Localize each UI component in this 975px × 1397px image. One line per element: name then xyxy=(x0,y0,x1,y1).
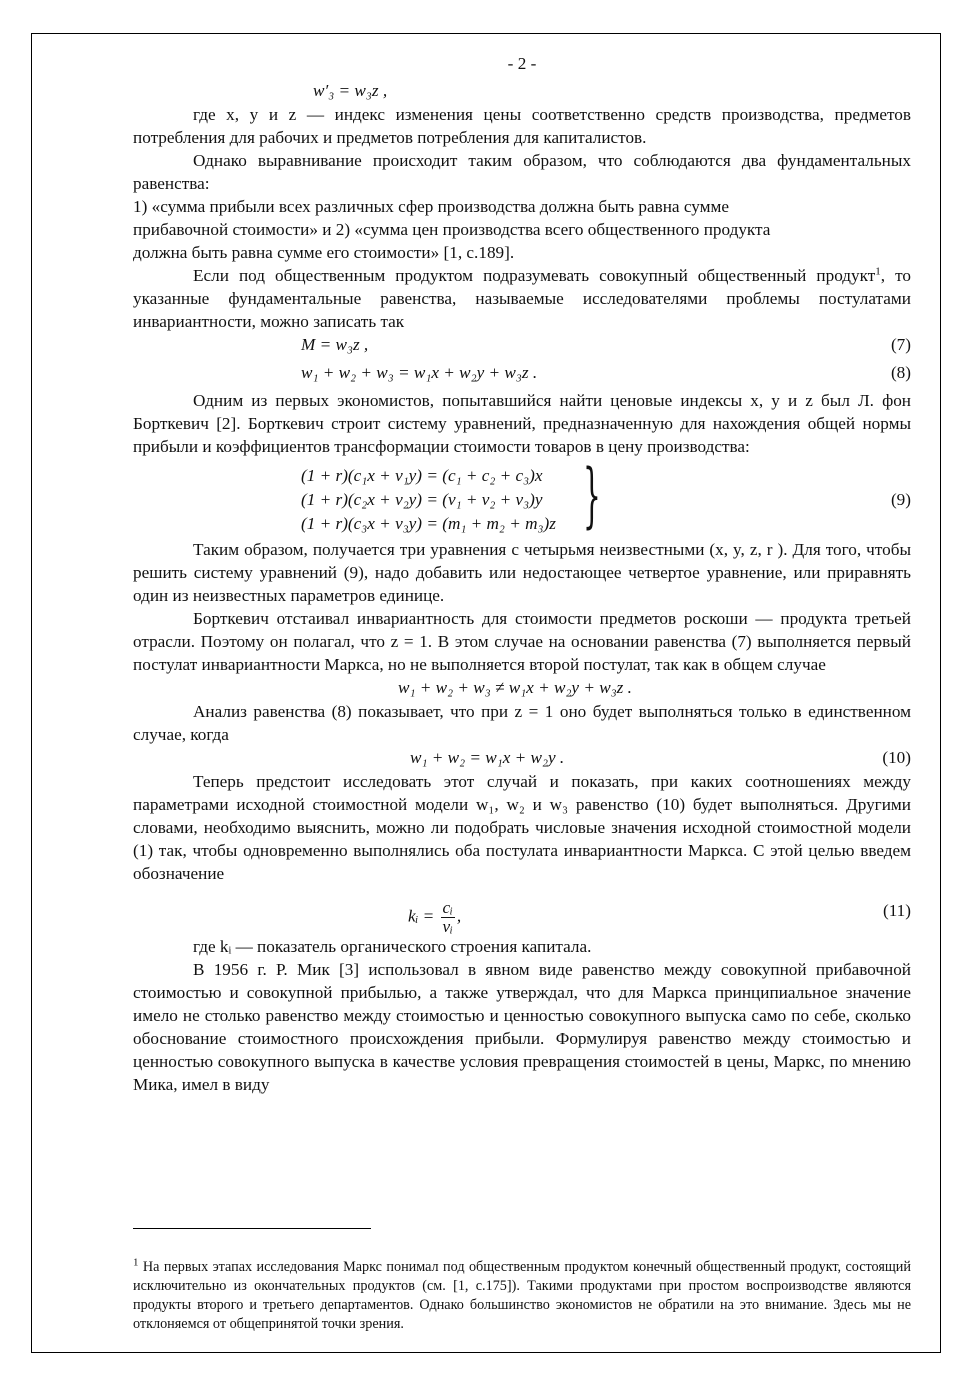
formula-8: w₁ + w₂ + w₃ = w₁x + w₂y + w₃z . xyxy=(301,363,538,382)
system-row-2: (1 + r)(c₂x + v₂y) = (v₁ + v₂ + v₃)y xyxy=(301,490,543,509)
equation-number-10: (10) xyxy=(882,748,911,767)
fraction xyxy=(441,899,455,936)
footnote xyxy=(133,1258,911,1334)
equation-7 xyxy=(133,333,911,357)
formula-11-tail: , xyxy=(456,906,462,926)
equation-w3-prime xyxy=(133,79,911,103)
paragraph-investigate: Теперь предстоит исследовать этот случай и показать, при каких соотношениях между параметрами исходной стоимостной модели w₁, w₂ и w₃ равенство (10) будет выполняться. Другими словами, необходимо выяснить, можно ли подобрать числовые значения исходной стоимостной модели (1) так, чтобы одновременно выполнялись оба постулата инвариантности Маркса. С этой целью введем обозначение xyxy=(133,772,911,883)
system-row-3: (1 + r)(c₃x + v₃y) = (m₁ + m₂ + m₃)z xyxy=(301,514,556,533)
paragraph-luxury-goods: Борткевич отстаивал инвариантность для стоимости предметов роскоши — продукта третьей отрасли. Поэтому он полагал, что z = 1. В этом случае на основании равенства (7) выполняется первый постулат инвариантности Маркса, но не выполняется второй постулат, так как в общем случае xyxy=(133,609,911,674)
footnote-separator xyxy=(133,1228,371,1229)
formula-11-lhs: kᵢ = xyxy=(408,906,435,926)
footnote-mark: 1 xyxy=(133,1256,139,1269)
para4-text-b: , то указанные фундаментальные равенства, называемые исследователями проблемы постулатами инвариантности, можно записать так xyxy=(133,266,911,331)
equation-number-7: (7) xyxy=(890,335,911,354)
paragraph-meek: В 1956 г. Р. Мик [3] использовал в явном виде равенство между совокупной прибавочной стоимостью и совокупной прибылью, а также утверждал, что для Маркса принципиальное значение имело не столько равенство между стоимостью и ценностью совокупного выпуска само по себе, сколько обоснование стоимостного происхождения прибыли. Формулируя равенство между стоимостью и ценностью совокупного выпуска в качестве условия превращения стоимостей в цены, Маркс, по мнению Мика, имел в виду xyxy=(133,960,911,1094)
paragraph-quote-line-1: 1) «сумма прибыли всех различных сфер производства должна быть равна сумме xyxy=(133,197,730,216)
right-brace-icon: } xyxy=(583,454,601,536)
equation-8 xyxy=(133,361,911,385)
formula-7: M = w₃z , xyxy=(301,335,369,354)
paragraph-indices-definition: где x, y и z — индекс изменения цены соответственно средств производства, предметов потребления для рабочих и предметов потребления для капиталистов. xyxy=(133,105,911,147)
equation-number-8: (8) xyxy=(890,363,911,382)
fraction-numerator: cᵢ xyxy=(442,898,453,917)
paragraph-organic-composition: где kᵢ — показатель органического строения капитала. xyxy=(193,937,592,956)
formula-11 xyxy=(408,899,461,936)
fraction-denominator: vᵢ xyxy=(442,917,453,936)
paragraph-quote-line-3: должна быть равна сумме его стоимости» [1, с.189]. xyxy=(133,243,515,262)
para4-text-a: Если под общественным продуктом подразумевать совокупный общественный продукт xyxy=(193,266,876,285)
equation-system-9 xyxy=(133,454,911,536)
paragraph-bortkiewicz: Одним из первых экономистов, попытавшийся найти ценовые индексы x, y и z был Л. фон Борткевич [2]. Борткевич строит систему уравнений, предназначенную для нахождения общей нормы прибыли и коэффициентов трансформации стоимости товаров в цену производства: xyxy=(133,391,911,456)
system-row-1: (1 + r)(c₁x + v₁y) = (c₁ + c₂ + c₃)x xyxy=(301,466,543,485)
equation-number-9: (9) xyxy=(890,490,911,509)
paragraph-quote-line-2: прибавочной стоимости» и 2) «сумма цен производства всего общественного продукта xyxy=(133,220,771,239)
page-body xyxy=(133,52,911,1096)
footnote-reference[interactable]: 1 xyxy=(875,265,881,278)
page-number: - 2 - xyxy=(507,54,537,73)
paragraph-unknowns: Таким образом, получается три уравнения с четырьмя неизвестными (x, y, z, r ). Для того, чтобы решить систему уравнений (9), надо добавить или недостающее четвертое уравнение, или приравнять один из неизвестных параметров единице. xyxy=(133,540,911,605)
formula-10: w₁ + w₂ = w₁x + w₂y . xyxy=(410,748,565,767)
paragraph-analysis: Анализ равенства (8) показывает, что при z = 1 оно будет выполняться только в единственном случае, когда xyxy=(133,702,911,744)
paragraph-social-product xyxy=(133,264,911,333)
footnote-text: На первых этапах исследования Маркс понимал под общественным продуктом конечный общественный продукт, состоящий исключительно из окончательных продуктов (см. [1, с.175]). Такими продуктами при простом воспроизводстве являются продукты второго и третьего департаментов. Однако большинство экономистов не обратили на это внимание. Здесь мы не отклоняемся от общепринятой точки зрения. xyxy=(133,1259,911,1332)
equation-number-11: (11) xyxy=(883,901,911,920)
paragraph-equalization: Однако выравнивание происходит таким образом, что соблюдаются два фундаментальных равенства: xyxy=(133,151,911,193)
formula-w3: w′₃ = w₃z , xyxy=(313,81,388,100)
equation-10 xyxy=(133,746,911,770)
formula-inequality: w₁ + w₂ + w₃ ≠ w₁x + w₂y + w₃z . xyxy=(398,678,632,697)
equation-11 xyxy=(133,889,911,936)
equation-inequality xyxy=(133,676,911,700)
